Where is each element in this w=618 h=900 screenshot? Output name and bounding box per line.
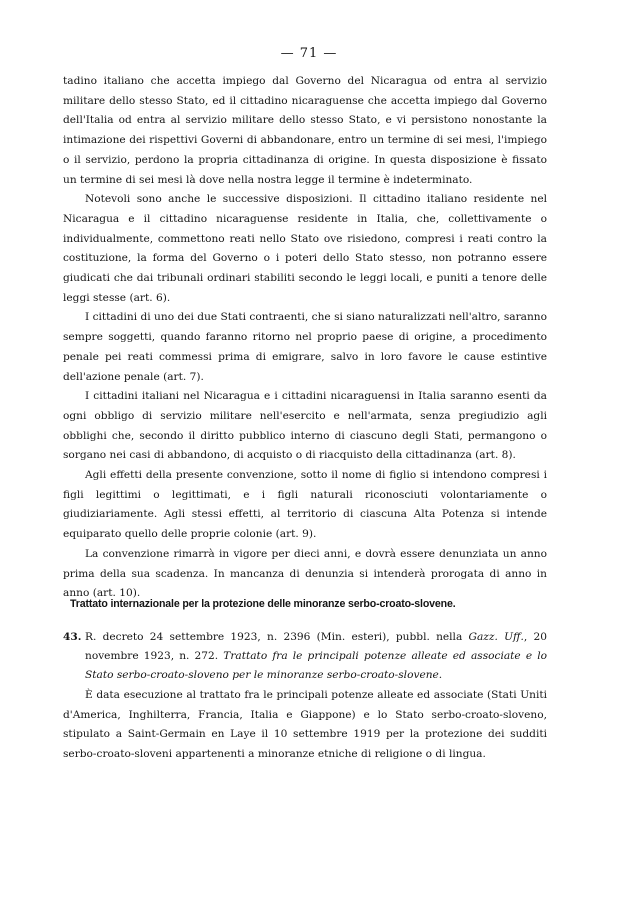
decree-entry (63, 628, 547, 685)
entry-gazette: Gazz. Uff. (468, 631, 524, 643)
closing-paragraph: È data esecuzione al trattato fra le principali potenze alleate ed associate (Stati Uniti d'America, Inghilterra, Francia, Italia e Giappone) e lo Stato serbo-croato-sloveno, stipulato a Saint-Germain en Laye il 10 settembre 1919 per la protezione dei sudditi serbo-croato-sloveni appartenenti a minoranze etniche di religione o di lingua. (63, 689, 547, 761)
closing-text-block (63, 686, 547, 765)
entry-number: 43. (63, 631, 82, 643)
entry-citation: R. decreto 24 settembre 1923, n. 2396 (Min. esteri), pubbl. nella (85, 631, 463, 643)
section-heading: Trattato internazionale per la protezione delle minoranze serbo-croato-slovene. (70, 598, 456, 610)
entry-body (85, 628, 547, 685)
main-text-block (63, 72, 547, 604)
paragraph: tadino italiano che accetta impiego dal Governo del Nicaragua od entra al servizio militare dello stesso Stato, ed il cittadino nicaraguense che accetta impiego dal Governo dell'Italia od entra al servizio militare dello stesso Stato, e vi persistono nonostante la intimazione dei rispettivi Governi di abbandonare, entro un termine di sei mesi, l'impiego o il servizio, perdono la propria cittadinanza di origine. In questa disposizione è fissato un termine di sei mesi là dove nella nostra legge il termine è indeterminato. (63, 75, 547, 186)
paragraph: La convenzione rimarrà in vigore per dieci anni, e dovrà essere denunziata un anno prima della sua scadenza. In mancanza di denunzia si intenderà prorogata di anno in anno (art. 10). (63, 547, 547, 600)
page-number: — 71 — (280, 46, 338, 61)
paragraph: I cittadini di uno dei due Stati contraenti, che si siano naturalizzati nell'altro, saranno sempre soggetti, quando faranno ritorno nel proprio paese di origine, a procedimento penale pei reati commessi prima di emigrare, salvo in loro favore le cause estintive dell'azione penale (art. 7). (63, 311, 547, 383)
paragraph: Agli effetti della presente convenzione, sotto il nome di figlio si intendono compresi i figli legittimi o legittimati, e i figli naturali riconosciuti volontariamente o giudiziariamente. Agli stessi effetti, al territorio di ciascuna Alta Potenza si intende equiparato quello delle proprie colonie (art. 9). (63, 469, 547, 541)
entry-title: Trattato fra le principali potenze alleate ed associate e lo Stato serbo-croato-sloveno per le minoranze serbo-croato-slovene. (85, 650, 548, 681)
paragraph: I cittadini italiani nel Nicaragua e i cittadini nicaraguensi in Italia saranno esenti da ogni obbligo di servizio militare nell'esercito e nell'armata, senza pregiudizio agli obblighi che, secondo il diritto pubblico interno di ciascuno degli Stati, permangono o sorgano nei casi di abbandono, di acquisto o di riacquisto della cittadinanza (art. 8). (63, 390, 547, 462)
entry-date: , 20 novembre 1923, n. 272. (85, 631, 548, 662)
paragraph: Notevoli sono anche le successive disposizioni. Il cittadino italiano residente nel Nicaragua e il cittadino nicaraguense residente in Italia, che, collettivamente o individualmente, commettono reati nello Stato ove risiedono, compresi i reati contro la costituzione, la forma del Governo o i poteri dello Stato stesso, non potranno essere giudicati che dai tribunali ordinari stabiliti secondo le leggi locali, e puniti a tenore delle leggi stesse (art. 6). (63, 193, 547, 304)
